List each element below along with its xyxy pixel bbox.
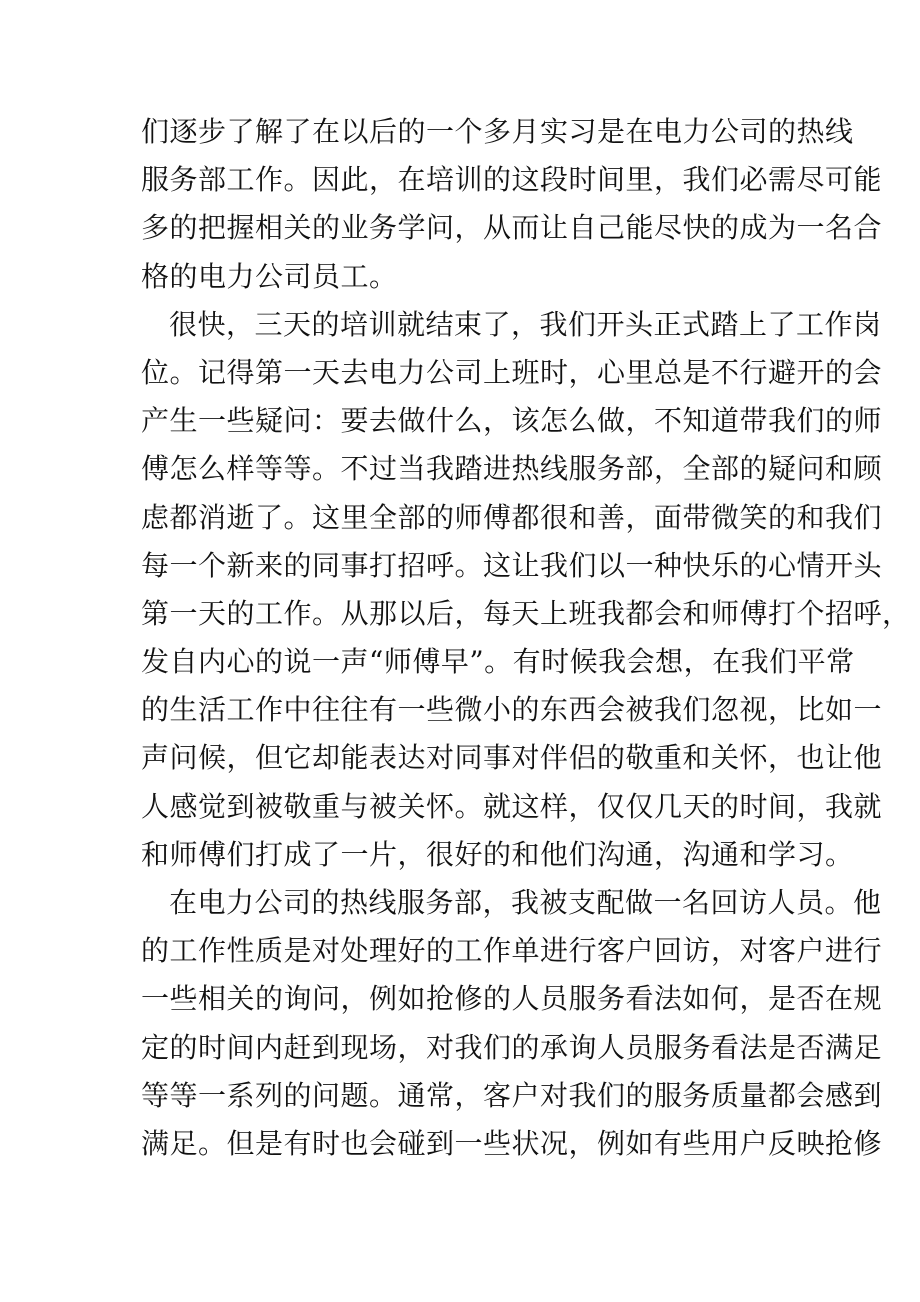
paragraph-1-line-3: 多的把握相关的业务学问，从而让自己能尽快的成为一名合: [141, 211, 883, 245]
paragraph-1-line-1: 们逐步了解了在以后的一个多月实习是在电力公司的热线: [141, 115, 854, 148]
paragraph-2-line-12: 和师傅们打成了一片，很好的和他们沟通，沟通和学习。: [141, 837, 854, 871]
paragraph-3-line-3: 一些相关的询问，例如抢修的人员服务看法如何，是否在规: [141, 982, 883, 1016]
paragraph-2-line-8: 发自内心的说一声“师傅早”。有时候我会想，在我们平常: [141, 645, 855, 679]
paragraph-2-line-4: 傅怎么样等等。不过当我踏进热线服务部，全部的疑问和顾: [141, 452, 883, 486]
paragraph-3-line-5: 等等一系列的问题。通常，客户对我们的服务质量都会感到: [141, 1078, 883, 1112]
paragraph-1-line-2: 服务部工作。因此，在培训的这段时间里，我们必需尽可能: [141, 163, 883, 197]
paragraph-3-line-1: 在电力公司的热线服务部，我被支配做一名回访人员。他: [169, 886, 882, 919]
paragraph-2-line-6: 每一个新来的同事打招呼。这让我们以一种快乐的心情开头: [141, 548, 883, 582]
paragraph-3-line-4: 定的时间内赶到现场，对我们的承询人员服务看法是否满足: [141, 1030, 883, 1064]
paragraph-2-line-2: 位。记得第一天去电力公司上班时，心里总是不行避开的会: [141, 355, 883, 389]
paragraph-2-line-7: 第一天的工作。从那以后，每天上班我都会和师傅打个招呼，: [141, 596, 911, 630]
paragraph-2-line-9: 的生活工作中往往有一些微小的东西会被我们忽视，比如一: [141, 693, 883, 727]
document-body: [141, 112, 911, 1172]
paragraph-1-line-4: 格的电力公司员工。: [141, 259, 398, 293]
paragraph-2-line-1: 很快，三天的培训就结束了，我们开头正式踏上了工作岗: [169, 307, 882, 341]
paragraph-3-line-2: 的工作性质是对处理好的工作单进行客户回访，对客户进行: [141, 934, 883, 968]
paragraph-2-line-5: 虑都消逝了。这里全部的师傅都很和善，面带微笑的和我们: [141, 500, 883, 534]
paragraph-2-line-3: 产生一些疑问：要去做什么，该怎么做，不知道带我们的师: [141, 404, 883, 438]
paragraph-2-line-10: 声问候，但它却能表达对同事对伴侣的敬重和关怀，也让他: [141, 741, 883, 775]
paragraph-3-line-6: 满足。但是有时也会碰到一些状况，例如有些用户反映抢修: [141, 1126, 883, 1160]
paragraph-2-line-11: 人感觉到被敬重与被关怀。就这样，仅仅几天的时间，我就: [141, 789, 883, 823]
